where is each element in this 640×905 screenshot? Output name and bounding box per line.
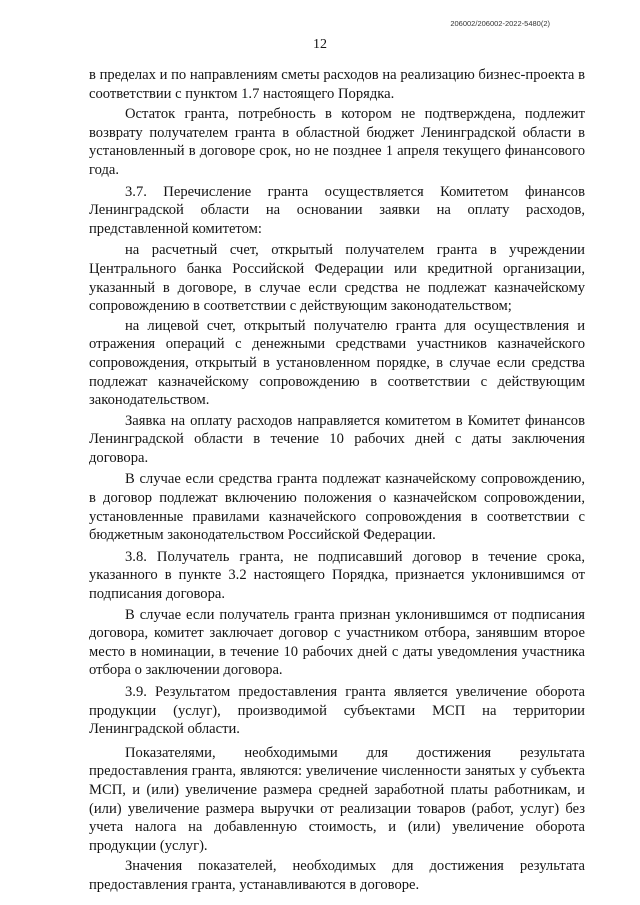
- paragraph-settlement-account: на расчетный счет, открытый получателем гранта в учреждении Центрального банка Российской Федерации или кредитной организации, указанный в договоре, в случае если средства не подлежат казначейскому сопровождению в соответствии с действующим законодательством;: [89, 242, 585, 315]
- paragraph-indicator-values: Значения показателей, необходимых для достижения результата предоставления гранта, устанавливаются в договоре.: [89, 858, 585, 893]
- page-number: 12: [313, 37, 327, 52]
- document-body: [89, 66, 585, 895]
- paragraph-treasury-support: В случае если средства гранта подлежат казначейскому сопровождению, в договор подлежат включению положения о казначейском сопровождении, установленные правилами казначейского сопровождения в соответствии с бюджетным законодательством Российской Федерации.: [89, 471, 585, 544]
- paragraph-3-8: 3.8. Получатель гранта, не подписавший договор в течение срока, указанного в пункте 3.2 настоящего Порядка, признается уклонившимся от подписания договора.: [89, 548, 585, 603]
- paragraph-grant-remainder: Остаток гранта, потребность в котором не подтверждена, подлежит возврату получателем гранта в областной бюджет Ленинградской области в установленный в договоре срок, но не позднее 1 апреля текущего финансового года.: [89, 106, 585, 178]
- paragraph-3-7: 3.7. Перечисление гранта осуществляется Комитетом финансов Ленинградской области на основании заявки на оплату расходов, представленной комитетом:: [89, 183, 585, 237]
- paragraph-payment-request: Заявка на оплату расходов направляется комитетом в Комитет финансов Ленинградской области в течение 10 рабочих дней с даты заключения договора.: [89, 412, 585, 466]
- paragraph-evasion: В случае если получатель гранта признан уклонившимся от подписания договора, комитет заключает договор с участником отбора, занявшим второе место в номинации, в течение 10 рабочих дней с даты уведомления участника отбора о заключении договора.: [89, 606, 585, 679]
- paragraph-personal-account: на лицевой счет, открытый получателю гранта для осуществления и отражения операций с денежными средствами участников казначейского сопровождения, открытый в установленном порядке, в случае если средства подлежат казначейскому сопровождению в соответствии с действующим законодательством.: [89, 317, 585, 409]
- paragraph-continuation: в пределах и по направлениям сметы расходов на реализацию бизнес-проекта в соответствии с пунктом 1.7 настоящего Порядка.: [89, 67, 585, 102]
- paragraph-3-9: 3.9. Результатом предоставления гранта является увеличение оборота продукции (услуг), производимой субъектами МСП на территории Ленинградской области.: [89, 684, 585, 738]
- paragraph-indicators: Показателями, необходимыми для достижения результата предоставления гранта, являются: увеличение численности занятых у субъекта МСП, и (или) увеличение размера средней заработной платы работникам, и (или) увеличение размера выручки от реализации товаров (работ, услуг) без учета налога на добавленную стоимость, и (или) увеличение оборота продукции (услуг).: [89, 744, 585, 854]
- document-id: 206002/206002-2022-5480(2): [450, 19, 550, 28]
